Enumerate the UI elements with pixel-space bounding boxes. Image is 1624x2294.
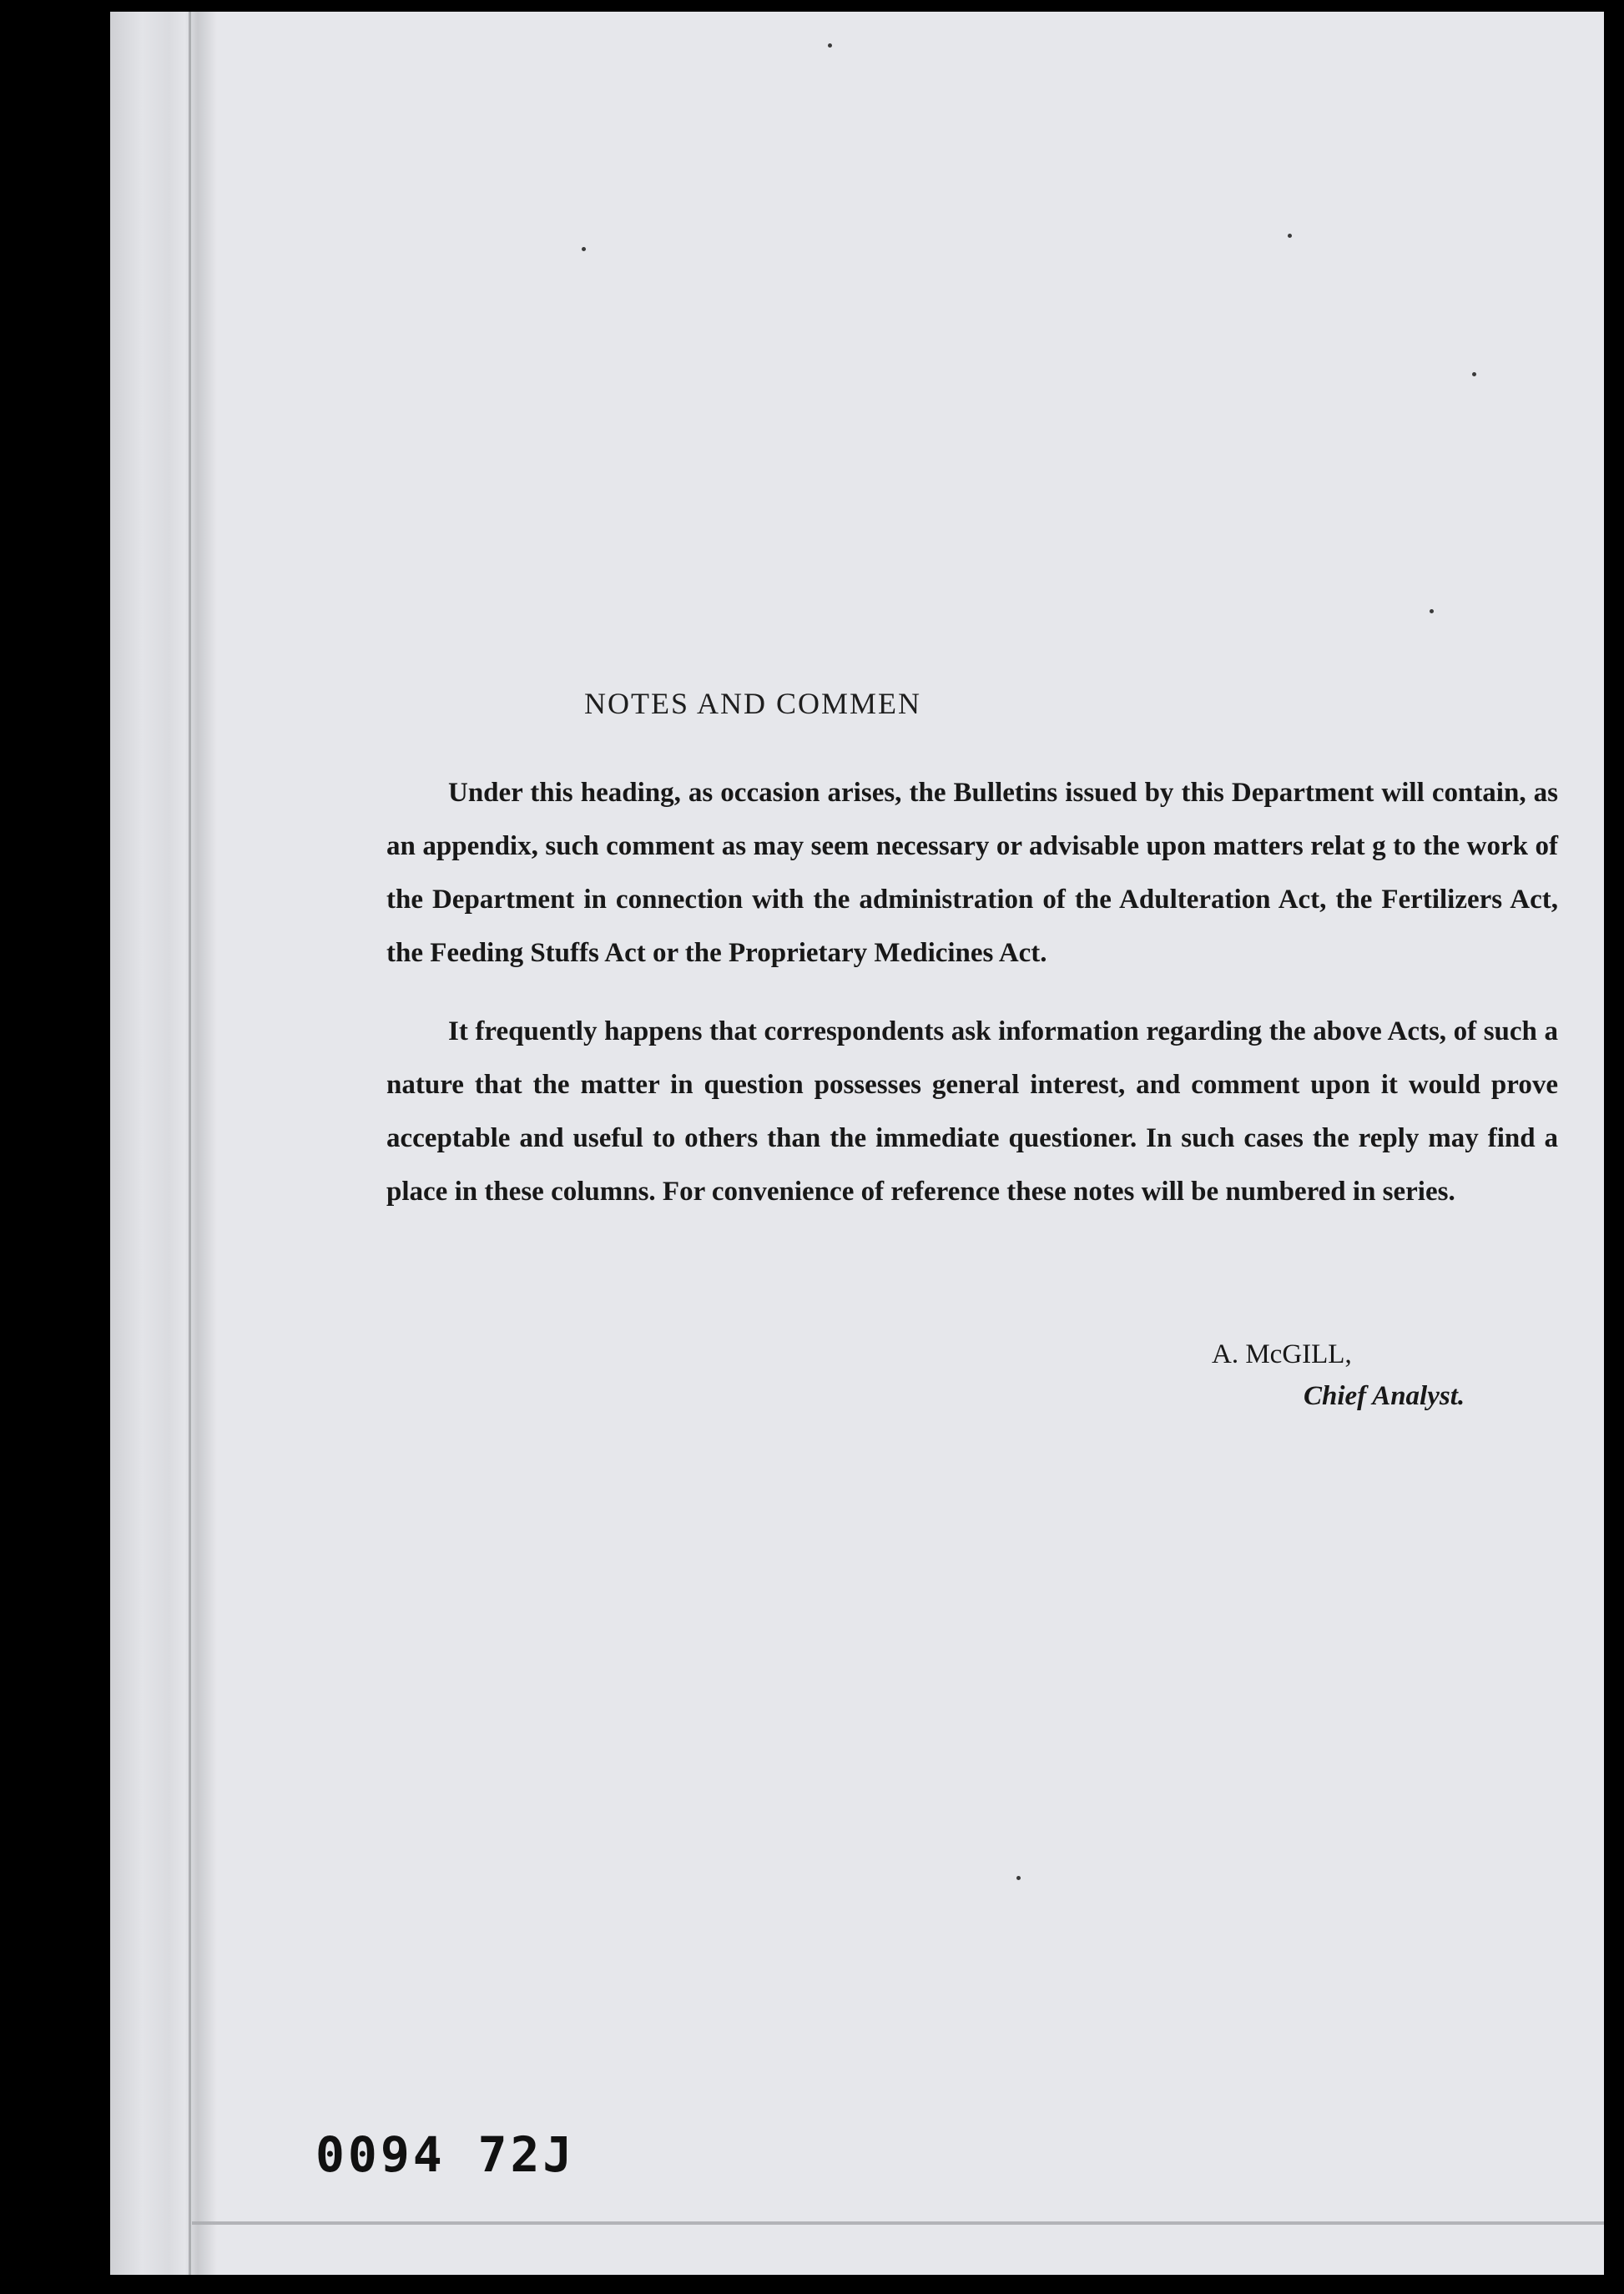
paragraph-1: Under this heading, as occasion arises, the Bulletins issued by this Department will contain, as an appendix, such comment as may seem necessary or advisable upon matters relat g to the work of the Department in connection with the administration of the Adulteration Act, the Fertilizers Act, the Feeding Stuffs Act or the Proprietary Medicines Act.: [386, 778, 1558, 968]
signatory-title: Chief Analyst.: [1304, 1381, 1465, 1411]
page-spine: [110, 12, 217, 2275]
scan-speck: [1472, 372, 1476, 376]
paragraph-2: It frequently happens that correspondents ask information regarding the above Acts, of such a nature that the matter in question possesses general interest, and comment upon it would prove acceptable and useful to others than the immediate questioner. In such cases the reply may find a place in these columns. For convenience of reference these notes will be numbered in series.: [386, 1016, 1558, 1207]
archive-stamp-number: 0094 72J: [315, 2126, 576, 2183]
body-text: [386, 766, 1558, 1243]
scan-speck: [1430, 609, 1434, 613]
page-bottom-edge: [192, 2221, 1604, 2225]
signatory-name: A. McGILL,: [1212, 1339, 1352, 1369]
page-heading: NOTES AND COMMEN: [584, 687, 922, 720]
scan-speck: [1288, 234, 1292, 238]
scan-speck: [582, 247, 586, 251]
spine-fold-line: [189, 12, 191, 2275]
signature-block: [1212, 1334, 1465, 1417]
scan-speck: [828, 43, 832, 48]
scan-speck: [1016, 1876, 1021, 1880]
